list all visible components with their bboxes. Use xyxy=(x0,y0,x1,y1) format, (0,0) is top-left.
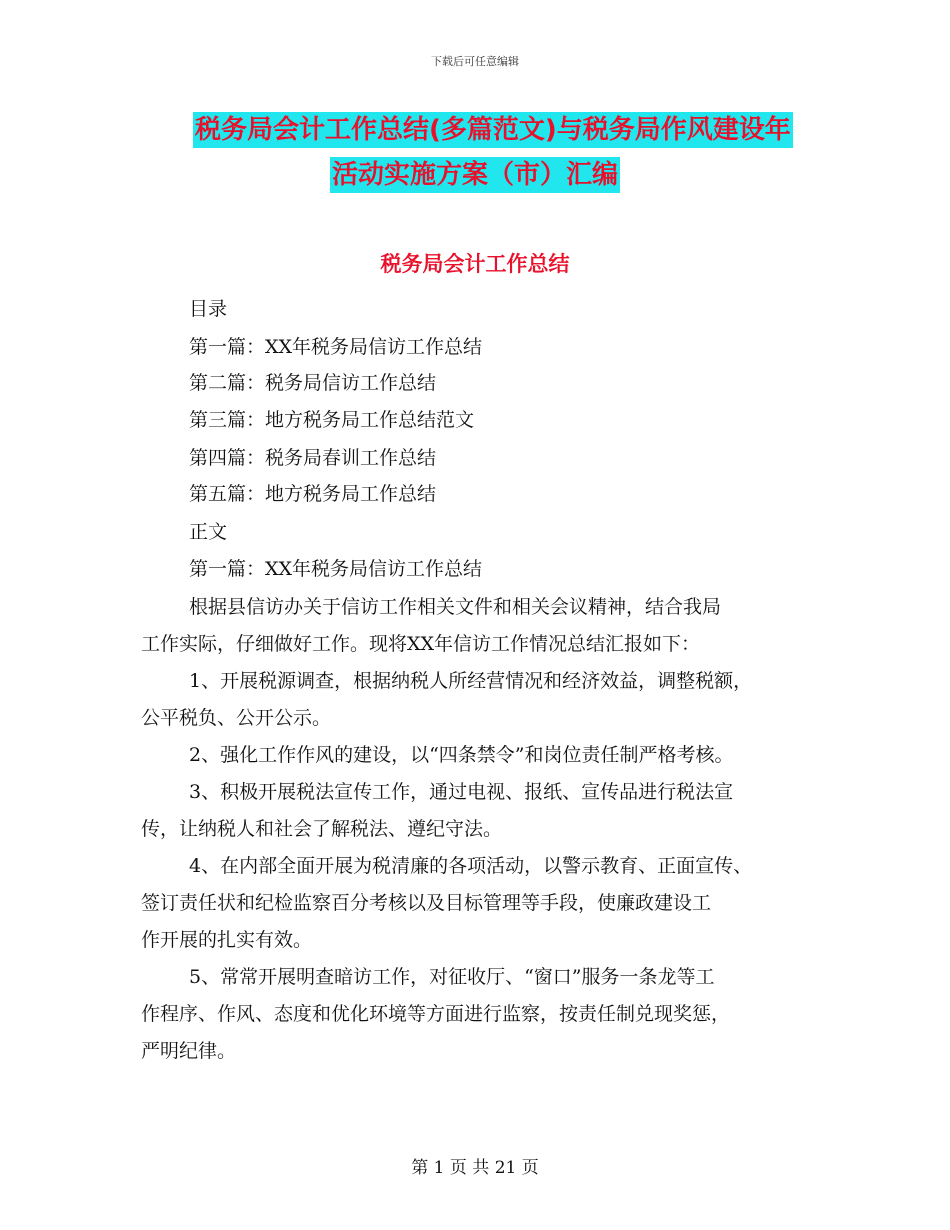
body-heading: 正文 xyxy=(189,521,228,543)
toc-item: 第四篇：税务局春训工作总结 xyxy=(189,447,437,469)
paragraph-line: 签订责任状和纪检监察百分考核以及目标管理等手段，使廉政建设工 xyxy=(141,892,712,914)
paragraph-line: 工作实际，仔细做好工作。现将XX年信访工作情况总结汇报如下： xyxy=(141,633,701,655)
paragraph-line: 1、开展税源调查，根据纳税人所经营情况和经济效益，调整税额， xyxy=(189,670,753,692)
paragraph-line: 4、在内部全面开展为税清廉的各项活动，以警示教育、正面宣传、 xyxy=(189,855,753,877)
toc-item: 第二篇：税务局信访工作总结 xyxy=(189,372,437,394)
chapter-title: 第一篇：XX年税务局信访工作总结 xyxy=(189,558,483,580)
document-title-line-1: 税务局会计工作总结(多篇范文)与税务局作风建设年 xyxy=(193,112,793,148)
paragraph-line: 严明纪律。 xyxy=(141,1040,237,1062)
toc-item: 第三篇：地方税务局工作总结范文 xyxy=(189,409,475,431)
paragraph-line: 5、常常开展明查暗访工作，对征收厅、“窗口”服务一条龙等工 xyxy=(189,966,715,988)
toc-item: 第五篇：地方税务局工作总结 xyxy=(189,483,437,505)
toc-heading: 目录 xyxy=(189,298,228,320)
page-footer: 第 1 页 共 21 页 xyxy=(411,1158,539,1178)
paragraph-line: 3、积极开展税法宣传工作，通过电视、报纸、宣传品进行税法宣 xyxy=(189,781,734,803)
document-title-line-2: 活动实施方案（市）汇编 xyxy=(330,157,620,193)
toc-item: 第一篇：XX年税务局信访工作总结 xyxy=(189,336,483,358)
paragraph-line: 作开展的扎实有效。 xyxy=(141,929,313,951)
paragraph-line: 2、强化工作作风的建设，以“四条禁令”和岗位责任制严格考核。 xyxy=(189,744,734,766)
header-note: 下载后可任意编辑 xyxy=(431,55,519,68)
paragraph-line: 作程序、作风、态度和优化环境等方面进行监察，按责任制兑现奖惩， xyxy=(141,1003,731,1025)
section-title: 税务局会计工作总结 xyxy=(380,252,570,276)
paragraph-line: 传，让纳税人和社会了解税法、遵纪守法。 xyxy=(141,818,503,840)
paragraph-line: 公平税负、公开公示。 xyxy=(141,707,332,729)
paragraph-line: 根据县信访办关于信访工作相关文件和相关会议精神，结合我局 xyxy=(189,596,722,618)
